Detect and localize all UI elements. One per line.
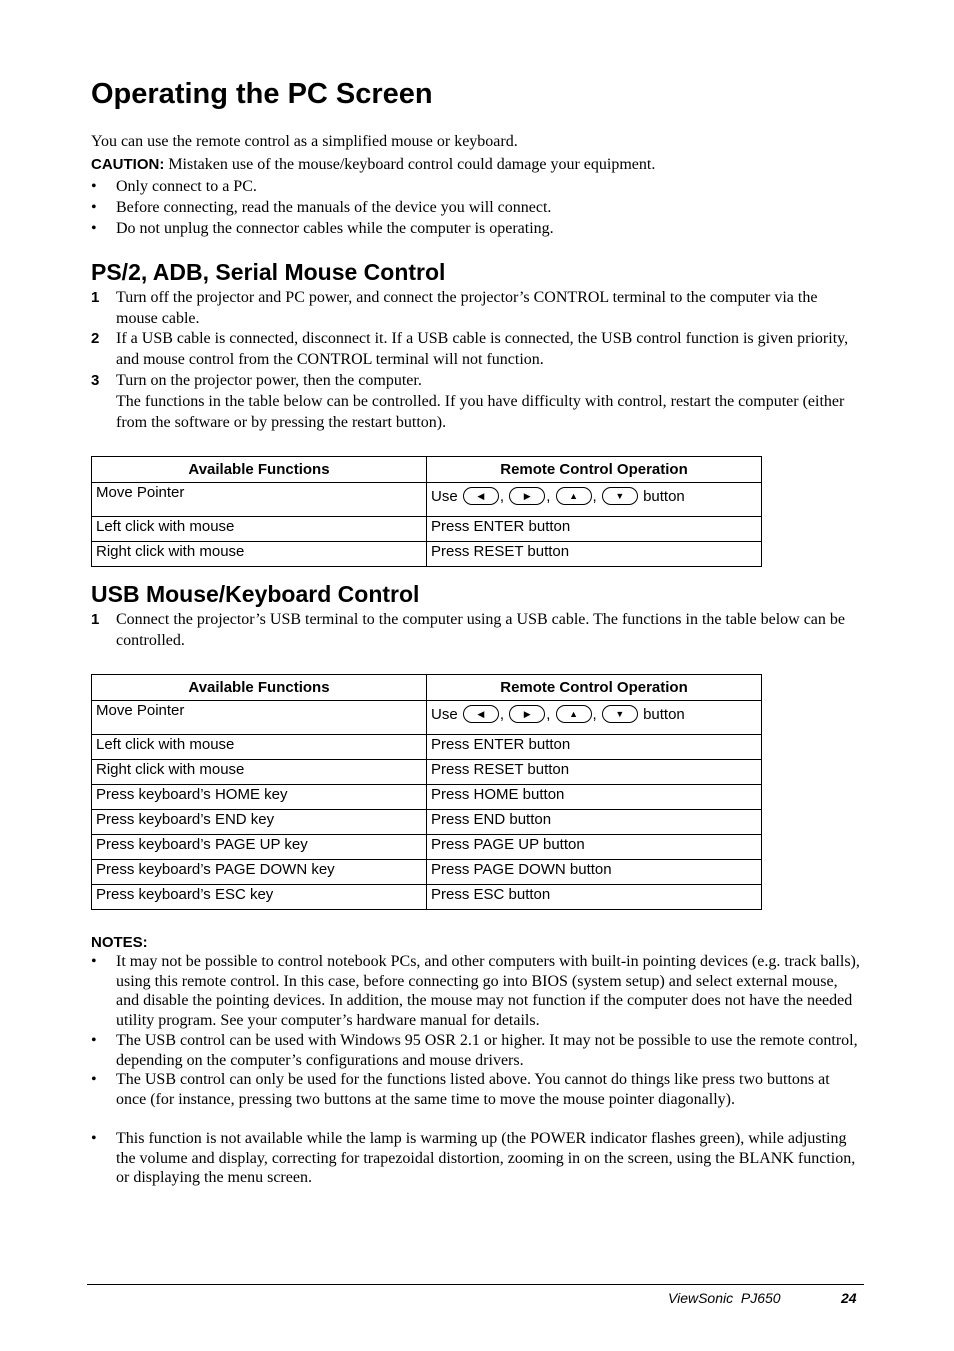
column-header: Available Functions — [92, 675, 427, 701]
separator: , — [499, 706, 505, 723]
up-arrow-icon: ▲ — [556, 487, 592, 505]
page-number: 24 — [841, 1290, 857, 1306]
left-arrow-icon: ◀ — [463, 487, 499, 505]
step-text: Turn on the projector power, then the computer. — [116, 372, 422, 389]
up-arrow-icon: ▲ — [556, 705, 592, 723]
button-suffix: button — [643, 706, 685, 723]
column-header: Remote Control Operation — [427, 457, 762, 483]
table-cell: Press PAGE UP button — [427, 835, 762, 860]
table-cell: Press keyboard’s PAGE UP key — [92, 835, 427, 860]
separator: , — [592, 488, 597, 505]
step-item — [91, 609, 861, 651]
functions-table-ps2 — [91, 456, 762, 567]
table-cell: Press keyboard’s HOME key — [92, 785, 427, 810]
caution-label: CAUTION: — [91, 156, 165, 173]
right-arrow-icon: ▶ — [509, 705, 545, 723]
footer-divider — [87, 1284, 864, 1285]
column-header: Remote Control Operation — [427, 675, 762, 701]
table-cell: Press END button — [427, 810, 762, 835]
intro-text: You can use the remote control as a simplified mouse or keyboard. — [91, 133, 518, 150]
table-cell: Press keyboard’s END key — [92, 810, 427, 835]
use-label: Use — [431, 706, 458, 723]
table-row — [92, 835, 762, 860]
separator: , — [546, 706, 551, 723]
notes-heading: NOTES: — [91, 934, 148, 951]
step-item — [91, 328, 861, 370]
move-pointer-operation — [427, 701, 762, 735]
table-row — [92, 701, 762, 735]
table-row — [92, 483, 762, 517]
table-cell: Press RESET button — [427, 760, 762, 785]
step-text: The functions in the table below can be controlled. If you have difficulty with control, restart the computer (either from the software or by pressing the restart button). — [116, 393, 845, 431]
down-arrow-icon: ▼ — [602, 487, 638, 505]
footer-brand: ViewSonic PJ650 — [668, 1290, 781, 1306]
step-number: 1 — [91, 289, 100, 306]
table-row — [92, 542, 762, 567]
table-header-row — [92, 457, 762, 483]
caution-line — [91, 154, 655, 175]
table-cell: Left click with mouse — [92, 735, 427, 760]
caution-text: Mistaken use of the mouse/keyboard control could damage your equipment. — [164, 156, 656, 173]
step-text: Turn off the projector and PC power, and connect the projector’s CONTROL terminal to the computer via the mouse cable. — [116, 289, 818, 327]
table-cell: Move Pointer — [92, 701, 427, 735]
separator: , — [592, 706, 597, 723]
table-row — [92, 885, 762, 910]
button-suffix: button — [643, 488, 685, 505]
note-item: • It may not be possible to control notebook PCs, and other computers with built-in pointing devices (e.g. track balls), using this remote control. In this case, before connecting go into BIOS (system setup) and select external mouse, and disable the pointing devices. In addition, the mouse may not function if the computer does not have the needed utility program. See your computer’s hardware manual for details. — [91, 953, 860, 1029]
separator: , — [546, 488, 551, 505]
separator: , — [499, 488, 505, 505]
step-number: 2 — [91, 330, 100, 347]
table-row — [92, 735, 762, 760]
table-cell: Press HOME button — [427, 785, 762, 810]
section-heading-ps2: PS/2, ADB, Serial Mouse Control — [91, 259, 446, 285]
column-header: Available Functions — [92, 457, 427, 483]
step-item — [91, 287, 861, 329]
table-row — [92, 760, 762, 785]
table-cell: Left click with mouse — [92, 517, 427, 542]
functions-table-usb — [91, 674, 762, 910]
table-row — [92, 785, 762, 810]
note-item: • The USB control can only be used for the functions listed above. You cannot do things like press two buttons at once (for instance, pressing two buttons at the same time to move the mouse pointer diagonally). — [91, 1071, 830, 1108]
table-cell: Press ENTER button — [427, 735, 762, 760]
table-row — [92, 810, 762, 835]
table-cell: Move Pointer — [92, 483, 427, 517]
note-item: • The USB control can be used with Windows 95 OSR 2.1 or higher. It may not be possible to use the remote control, depending on the computer’s configurations and mouse drivers. — [91, 1032, 858, 1069]
table-cell: Press ENTER button — [427, 517, 762, 542]
table-cell: Press RESET button — [427, 542, 762, 567]
table-cell: Press keyboard’s PAGE DOWN key — [92, 860, 427, 885]
note-item: • This function is not available while the lamp is warming up (the POWER indicator flashes green), while adjusting the volume and display, correcting for trapezoidal distortion, zooming in on the screen, using the BLANK function, or displaying the menu screen. — [91, 1130, 856, 1186]
page-title: Operating the PC Screen — [91, 78, 433, 110]
table-row — [92, 517, 762, 542]
section-heading-usb: USB Mouse/Keyboard Control — [91, 581, 420, 607]
table-header-row — [92, 675, 762, 701]
left-arrow-icon: ◀ — [463, 705, 499, 723]
move-pointer-operation — [427, 483, 762, 517]
table-cell: Press ESC button — [427, 885, 762, 910]
table-cell: Right click with mouse — [92, 760, 427, 785]
down-arrow-icon: ▼ — [602, 705, 638, 723]
right-arrow-icon: ▶ — [509, 487, 545, 505]
step-text: Connect the projector’s USB terminal to the computer using a USB cable. The functions in the table below can be controlled. — [116, 611, 846, 649]
step-item — [91, 370, 861, 433]
use-label: Use — [431, 488, 458, 505]
table-cell: Press keyboard’s ESC key — [92, 885, 427, 910]
table-cell: Press PAGE DOWN button — [427, 860, 762, 885]
table-row — [92, 860, 762, 885]
step-number: 1 — [91, 611, 100, 628]
step-text: If a USB cable is connected, disconnect it. If a USB cable is connected, the USB control function is given priority, and mouse control from the CONTROL terminal will not function. — [116, 330, 849, 368]
step-number: 3 — [91, 372, 100, 389]
table-cell: Right click with mouse — [92, 542, 427, 567]
